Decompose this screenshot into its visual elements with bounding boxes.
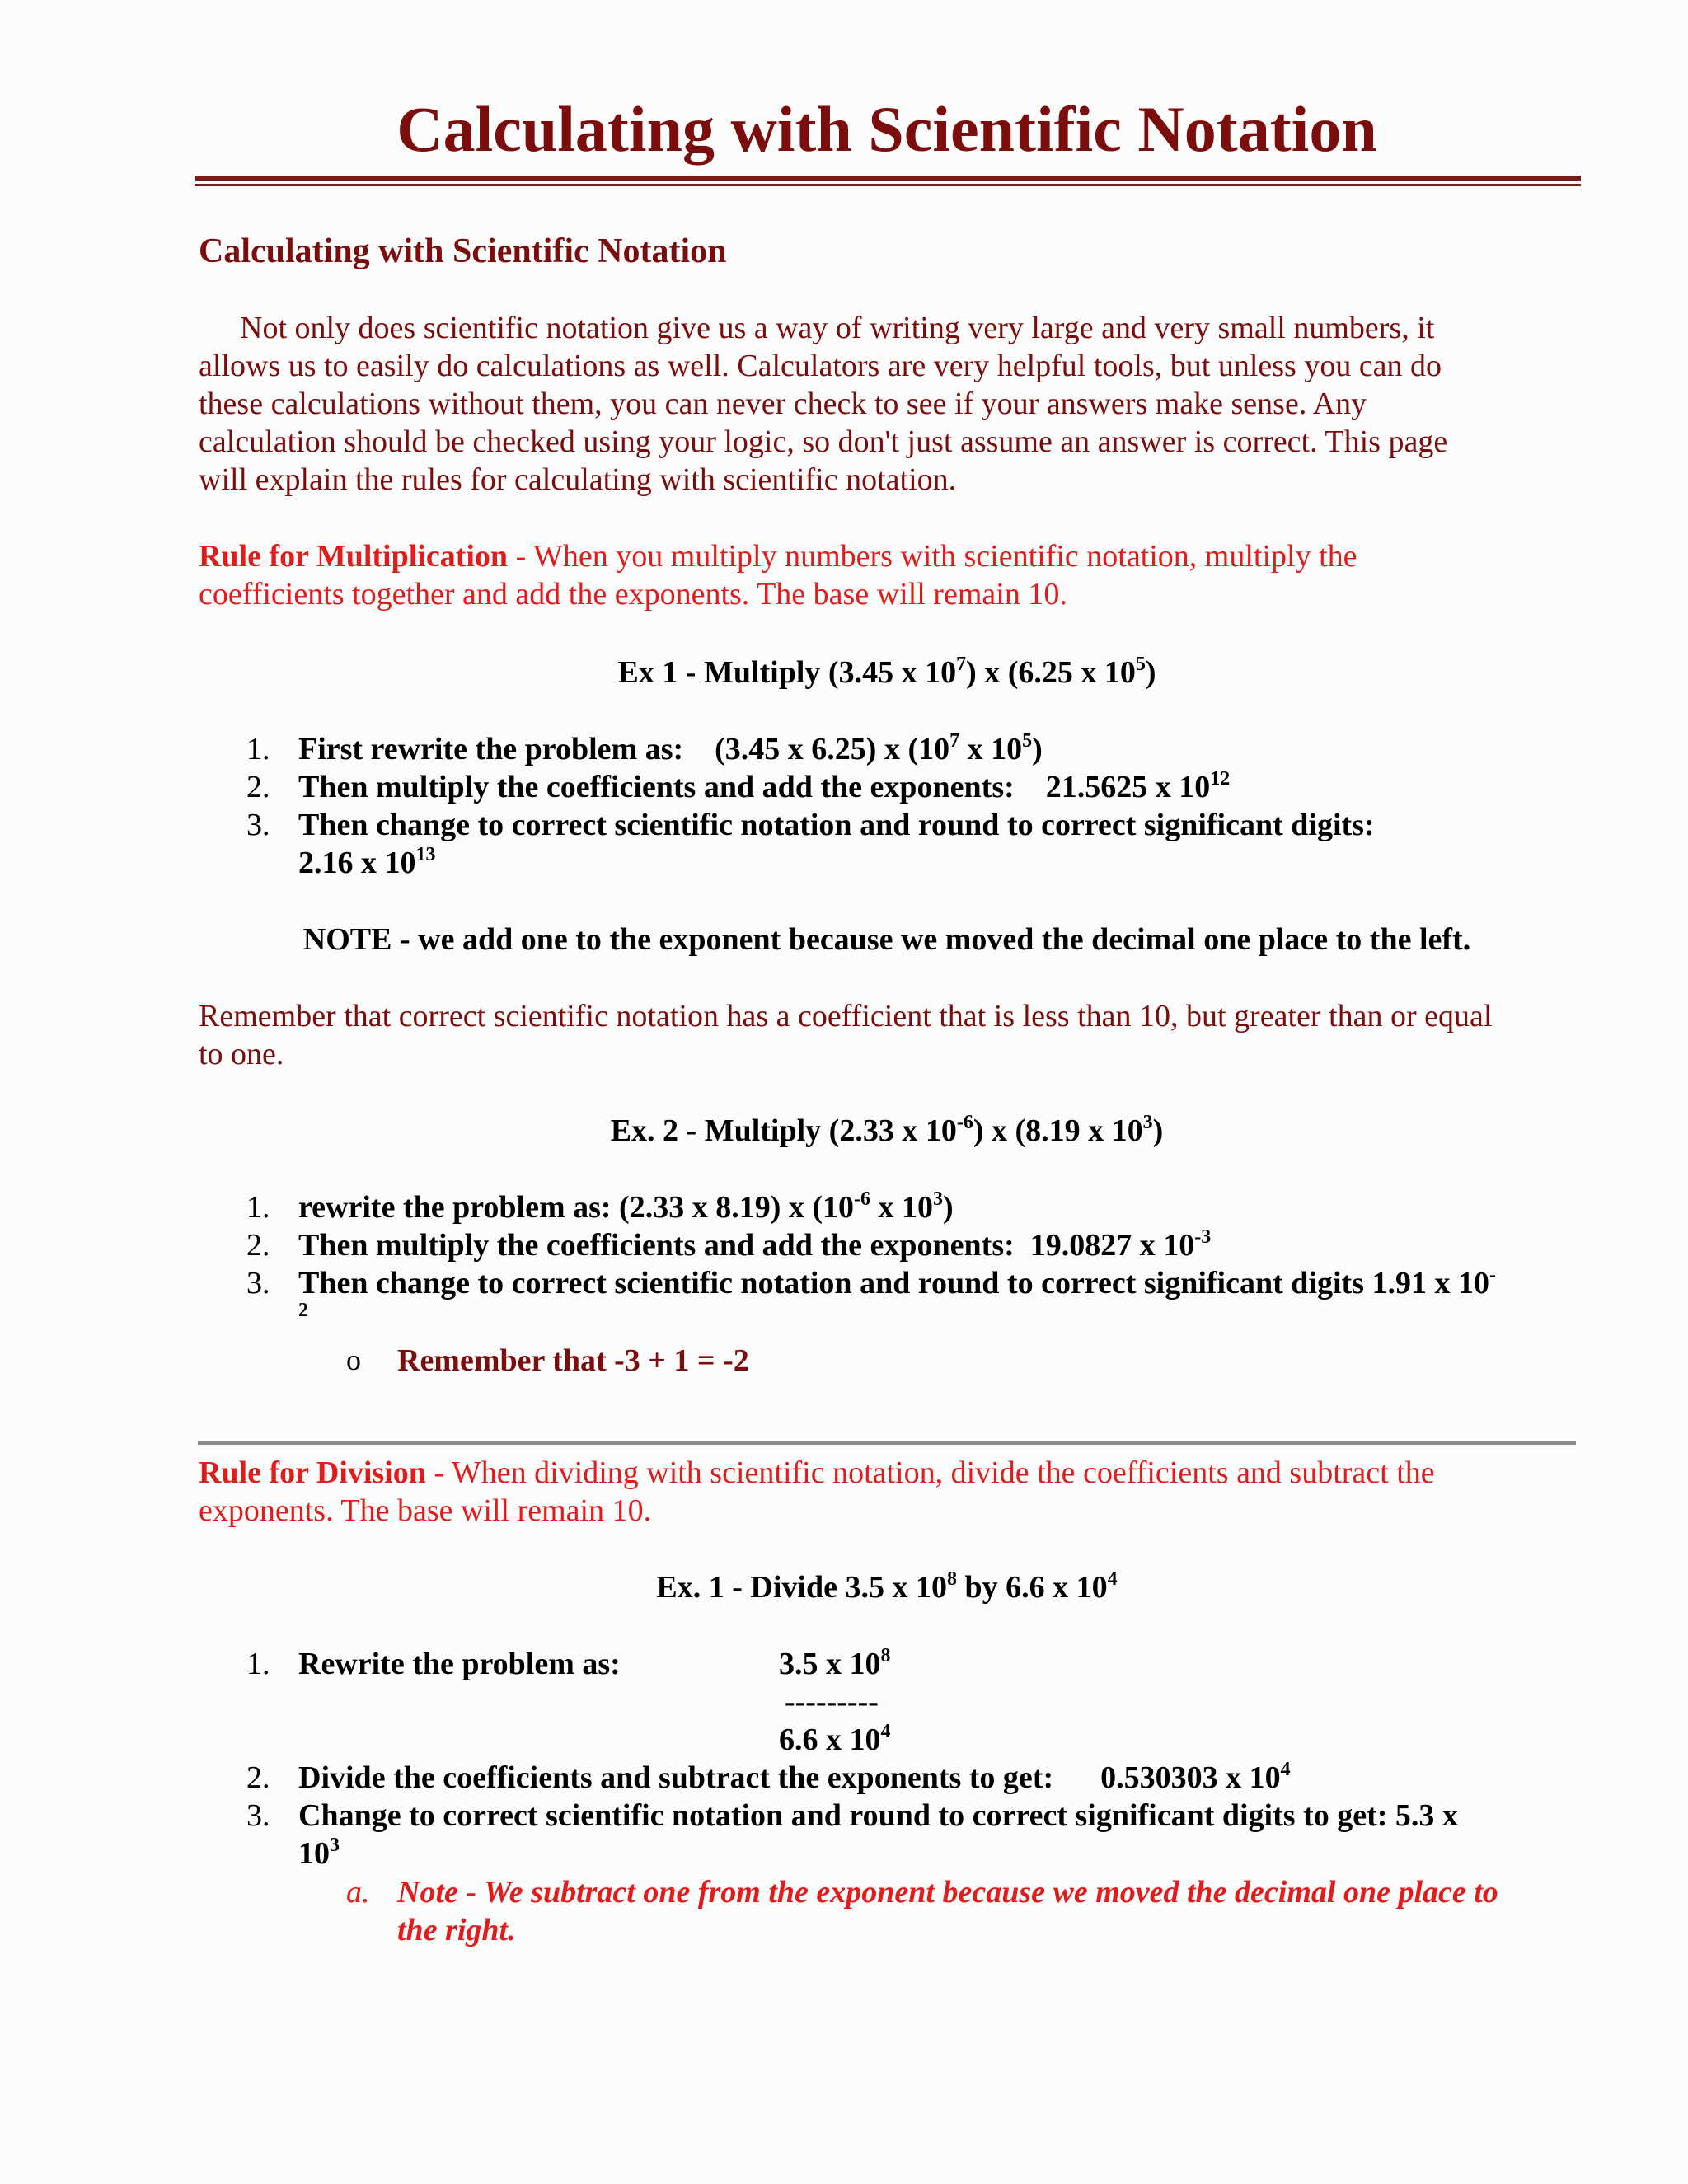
fraction-numerator [779,1645,891,1681]
div-step-3-result [298,1835,340,1871]
example-1-title-part: ) x (6.25 x 10 [966,655,1136,690]
denominator-text: 6.6 x 10 [779,1722,881,1757]
multiplication-rule-text: - When you multiply numbers with scientific notation, multiply the [508,539,1357,574]
bullet-remember: Remember that -3 + 1 = -2 [397,1343,749,1378]
fraction-denominator [779,1721,891,1757]
division-rule-label: Rule for Division [199,1455,426,1490]
div-step-2 [298,1759,1291,1795]
exponent: 8 [946,1568,957,1590]
exponent: 4 [1107,1568,1118,1590]
exponent: -3 [1194,1226,1212,1248]
title-rule-thin [195,184,1581,186]
example-1-title [0,654,1688,690]
division-title-part: by 6.6 x 10 [956,1570,1108,1605]
title-rule [195,176,1581,181]
div-step-1: Rewrite the problem as: [298,1647,621,1681]
step-text: 2.16 x 10 [298,846,416,880]
section-heading: Calculating with Scientific Notation [199,232,727,270]
exponent: 3 [1142,1112,1153,1133]
example-2-title-part: ) x (8.19 x 10 [973,1113,1143,1148]
step-number: 2. [246,770,270,804]
intro-line-2: allows us to easily do calculations as well. Calculators are very helpful tools, but unless you can do [199,349,1442,383]
multiplication-rule-label: Rule for Multiplication [199,539,509,574]
div-step-3: Change to correct scientific notation and round to correct significant digits to get: 5.3 x [298,1798,1458,1833]
step-text: ) [1032,732,1043,766]
note-marker: a. [346,1875,370,1910]
ex1-step-1 [298,730,1043,766]
step-text: Then multiply the coefficients and add the exponents: 19.0827 x 10 [298,1228,1195,1263]
multiplication-rule-line-2: coefficients together and add the exponents. The base will remain 10. [199,577,1067,612]
step-text: ) [943,1190,954,1225]
step-number: 3. [246,1266,270,1301]
exponent: 13 [415,844,436,865]
step-text: rewrite the problem as: (2.33 x 8.19) x (10 [298,1190,855,1225]
exponent: -6 [956,1112,973,1133]
intro-line-5: will explain the rules for calculating with scientific notation. [199,462,957,497]
example-1-title-part: ) [1145,655,1156,690]
ex1-step-2 [298,768,1231,804]
step-number: 1. [246,732,270,766]
example-2-title-part: Ex. 2 - Multiply (2.33 x 10 [610,1113,957,1148]
numerator-text: 3.5 x 10 [779,1647,881,1681]
exponent: -6 [854,1188,871,1210]
step-number: 1. [246,1647,270,1681]
exponent: 3 [933,1188,944,1210]
intro-line-3: these calculations without them, you can never check to see if your answers make sense. Any [199,387,1367,421]
step-number: 1. [246,1190,270,1225]
division-rule-text: - When dividing with scientific notation, divide the coefficients and subtract the [425,1455,1435,1490]
step-text: Divide the coefficients and subtract the exponents to get: 0.530303 x 10 [298,1760,1281,1795]
exponent: 4 [1280,1759,1291,1780]
step-text: 10 [298,1836,330,1871]
ex2-step-3 [298,1264,1496,1301]
remember-line-2: to one. [199,1037,284,1071]
section-divider [198,1441,1576,1445]
example-2-title [0,1112,1688,1148]
exponent: 7 [956,654,967,675]
step-text: Then multiply the coefficients and add the exponents: 21.5625 x 10 [298,770,1211,804]
ex2-step-1 [298,1188,954,1225]
step-text: x 10 [959,732,1023,766]
exponent: 5 [1135,654,1146,675]
ex2-step-2 [298,1226,1212,1263]
division-rule-line-1 [199,1457,1435,1488]
division-title-part: Ex. 1 - Divide 3.5 x 10 [656,1570,947,1605]
exponent: 8 [880,1645,891,1666]
ex1-step-3: Then change to correct scientific notation and round to correct significant digits: [298,808,1375,842]
page-title: Calculating with Scientific Notation [396,93,1377,165]
intro-line-4: calculation should be checked using your logic, so don't just assume an answer is correct. This page [199,424,1448,459]
step-number: 3. [246,808,270,842]
division-rule-line-2: exponents. The base will remain 10. [199,1493,652,1528]
exponent: 5 [1022,730,1033,752]
step-text: Then change to correct scientific notation and round to correct significant digits 1.91 x 10 [298,1266,1489,1301]
exponent: 12 [1210,768,1231,790]
note-multiplication: NOTE - we add one to the exponent because we moved the decimal one place to the left. [302,922,1471,957]
ex1-step-3-result [298,844,436,880]
exponent: 3 [330,1835,340,1856]
ex2-step-3-exponent-wrap: 2 [298,1300,308,1321]
multiplication-rule-line-1 [199,541,1357,572]
remember-line-1: Remember that correct scientific notation has a coefficient that is less than 10, but greater than or equal [199,999,1493,1033]
exponent: 7 [950,730,960,752]
step-number: 2. [246,1760,270,1795]
fraction-bar: --------- [785,1685,879,1719]
intro-line-1: Not only does scientific notation give us a way of writing very large and very small numbers, it [240,311,1435,345]
division-note-line-2: the right. [397,1913,516,1947]
bullet-marker: o [346,1343,361,1376]
example-2-title-part: ) [1152,1113,1164,1148]
division-example-title [0,1568,1688,1605]
step-number: 2. [246,1228,270,1263]
step-text: First rewrite the problem as: (3.45 x 6.25) x (10 [298,732,950,766]
step-number: 3. [246,1798,270,1833]
step-text: x 10 [870,1190,934,1225]
example-1-title-part: Ex 1 - Multiply (3.45 x 10 [617,655,957,690]
division-note-line-1: Note - We subtract one from the exponent because we moved the decimal one place to [397,1875,1498,1910]
exponent: - [1489,1264,1496,1286]
exponent: 4 [880,1721,891,1742]
